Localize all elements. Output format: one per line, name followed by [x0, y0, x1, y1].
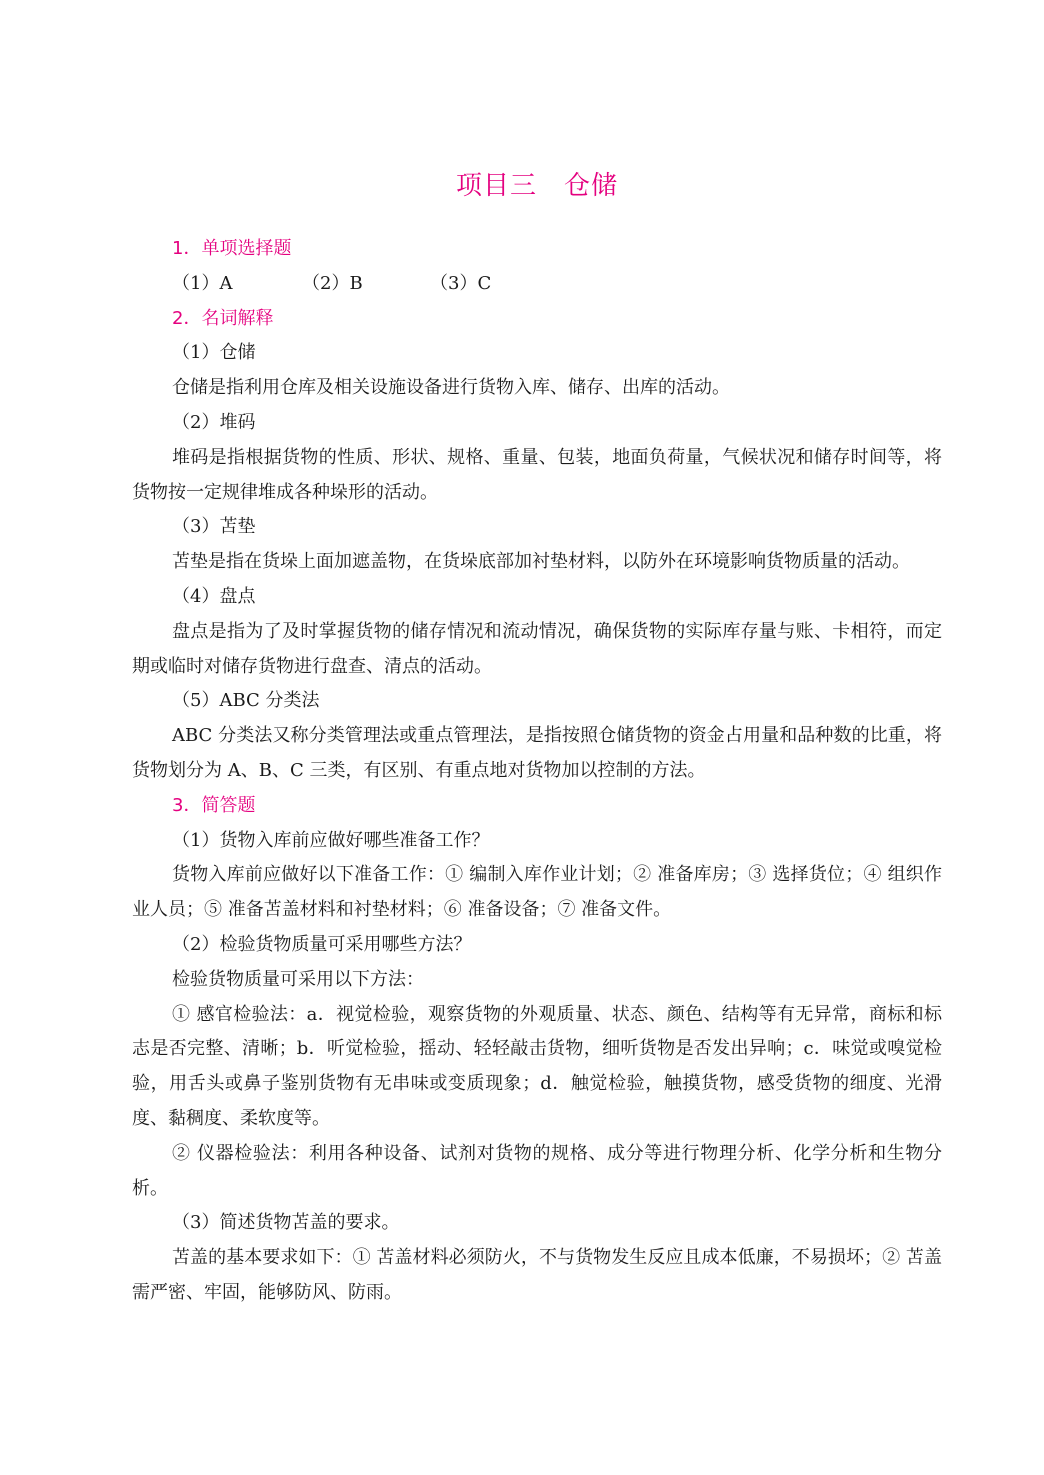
term-definition: 堆码是指根据货物的性质、形状、规格、重量、包装，地面负荷量，气候状况和储存时间等，将货物按一定规律堆成各种垛形的活动。	[132, 446, 942, 503]
section-heading-single-choice: 1．单项选择题	[172, 238, 292, 259]
page-title: 项目三 仓储	[455, 171, 618, 201]
term-title: （5）ABC 分类法	[172, 690, 320, 712]
term-title: （2）堆码	[172, 411, 256, 433]
term-title: （1）仓储	[172, 342, 256, 364]
term-title: （3）苫垫	[172, 516, 256, 538]
question-title: （1）货物入库前应做好哪些准备工作？	[172, 829, 490, 851]
term-definition: 仓储是指利用仓库及相关设施设备进行货物入库、储存、出库的活动。	[172, 377, 730, 399]
term-definition: ABC 分类法又称分类管理法或重点管理法，是指按照仓储货物的资金占用量和品种数的比重，将货物划分为 A、B、C 三类，有区别、有重点地对货物加以控制的方法。	[132, 725, 942, 781]
question-title: （2）检验货物质量可采用哪些方法？	[172, 933, 472, 955]
question-answer: ② 仪器检验法：利用各种设备、试剂对货物的规格、成分等进行物理分析、化学分析和生物分析。	[132, 1142, 942, 1199]
question-answer-intro: 检验货物质量可采用以下方法：	[172, 968, 424, 990]
question-answer: 货物入库前应做好以下准备工作：① 编制入库作业计划；② 准备库房；③ 选择货位；④ 组织作业人员；⑤ 准备苫盖材料和衬垫材料；⑥ 准备设备；⑦ 准备文件。	[132, 864, 942, 921]
term-definition: 盘点是指为了及时掌握货物的储存情况和流动情况，确保货物的实际库存量与账、卡相符，而定期或临时对储存货物进行盘查、清点的活动。	[132, 620, 942, 677]
document-body	[132, 232, 942, 1311]
answer-1: （1）A	[172, 272, 233, 294]
choice-answers	[132, 267, 942, 302]
term-title: （4）盘点	[172, 585, 256, 607]
question-answer: 苫盖的基本要求如下：① 苫盖材料必须防火，不与货物发生反应且成本低廉，不易损坏；② 苫盖需严密、牢固，能够防风、防雨。	[132, 1247, 942, 1303]
term-definition: 苫垫是指在货垛上面加遮盖物，在货垛底部加衬垫材料，以防外在环境影响货物质量的活动。	[172, 551, 910, 573]
section-heading-short-answer: 3．简答题	[172, 794, 256, 816]
answer-3: （3）C	[430, 272, 492, 294]
question-title: （3）简述货物苫盖的要求。	[172, 1212, 400, 1234]
section-heading-terms: 2．名词解释	[172, 307, 274, 329]
answer-2: （2）B	[302, 272, 363, 294]
question-answer: ① 感官检验法：a．视觉检验，观察货物的外观质量、状态、颜色、结构等有无异常，商标和标志是否完整、清晰；b．听觉检验，摇动、轻轻敲击货物，细听货物是否发出异响；c．味觉或嗅觉检验，用舌头或鼻子鉴别货物有无串味或变质现象；d．触觉检验，触摸货物，感受货物的细度、光滑度、黏稠度、柔软度等。	[132, 1003, 942, 1129]
